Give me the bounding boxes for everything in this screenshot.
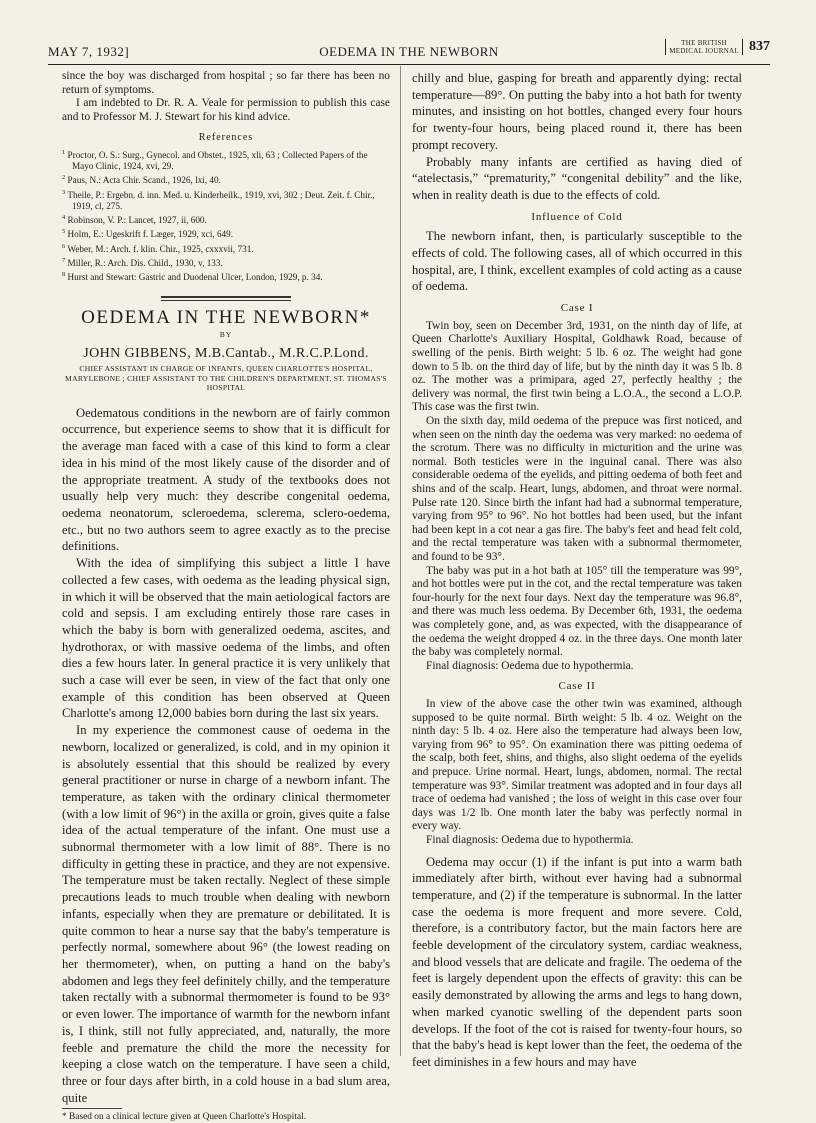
right-column [412, 70, 742, 1071]
case-paragraph: Twin boy, seen on December 3rd, 1931, on the ninth day of life, at Queen Charlotte's Auxiliary Hospital, Goldhawk Road, because of swelling of the penis. Birth weight: 5 lb. 6 oz. The weight had gone down to 5 lb. on the third day of life, but by the ninth day it was 5 lb. 8 oz. The mother was a primipara, aged 27, perfectly healthy ; the delivery was normal, the first twin being a L.O.A., the second a L.O.P. This case was the first twin. [412, 319, 742, 414]
paragraph: chilly and blue, gasping for breath and apparently dying: rectal temperature—89°. On putting the baby into a hot bath for twenty minutes, and insisting on hot bottles, changed every four hours for twenty-four hours, being placed round it, there has been prompt recovery. [412, 71, 742, 152]
acknowledgement: I am indebted to Dr. R. A. Veale for permission to publish this case and to Professor M. J. Stewart for his kind advice. [62, 97, 390, 123]
page-number: 837 [749, 39, 770, 54]
reference-list [62, 147, 390, 284]
page-header [48, 38, 770, 65]
final-diagnosis: Final diagnosis: Oedema due to hypothermia. [426, 659, 634, 672]
journal-block [665, 39, 770, 55]
left-column [62, 70, 390, 1123]
final-diagnosis: Final diagnosis: Oedema due to hypothermia. [426, 833, 634, 846]
paragraph: In my experience the commonest cause of oedema in the newborn, localized or generalized, is cold, and in my opinion it is absolutely essential that this should be realized by every general practitioner or nurse in charge of a newborn infant. The temperature, as taken with the ordinary clinical thermometer (with a low limit of 96°) in the axilla or groin, gives quite a false idea of the actual temperature of the infant. One must use a subnormal thermometer with a low limit of 88°. There is no difficulty in getting these in practice, and they are not expensive. The temperature must be taken rectally. Neglect of these simple precautions leads to much trouble when dealing with newborn infants, especially when they are premature or debilitated. It is quite common to hear a nurse say that the baby's temperature is perfectly normal, somewhere about 96° (the lowest reading on her thermometer), when, on putting a hand on the baby's abdomen and legs they feel definitely chilly, and the temperature taken rectally with a subnormal thermometer is found to be 93° or even lower. The importance of warmth for the newborn infant is, I think, still not fully appreciated, and, naturally, the more feeble and premature the child the more the necessity for keeping a close watch on the temperature. I have seen a child, three or four days after birth, in a cold house in a bad slum area, quite [62, 723, 390, 1105]
paragraph: The newborn infant, then, is particularly susceptible to the effects of cold. The following cases, all of which occurred in this hospital, are, I think, excellent examples of cold acting as a cause of oedema. [412, 229, 742, 294]
paragraph: Probably many infants are certified as having died of “atelectasis,” “prematurity,” “congenital debility” and the like, when in reality death is due to the effects of cold. [412, 154, 742, 202]
paragraph: Oedema may occur (1) if the infant is put into a warm bath immediately after birth, without ever having had a subnormal temperature, and (2) if the temperature is subnormal. In the latter case the oedema is more frequent and more severe. Cold, therefore, is a contributory factor, but the main factors here are feeble development of the circulatory system, cardiac weakness, and blood vessels that are delicate and fragile. The oedema of the feet is largely dependent upon the effects of gravity: this can be easily demonstrated by allowing the arms and legs to hang down, when marked cyanotic swelling of the dependent parts soon develops. If the foot of the cot is raised for twenty-four hours, so that the baby's head is kept lower than the feet, the oedema of the feet diminishes in a few hours and may have [412, 854, 742, 1069]
journal-name [665, 39, 743, 55]
footnote: * Based on a clinical lecture given at Queen Charlotte's Hospital. [62, 1112, 307, 1123]
case-paragraph: The baby was put in a hot bath at 105° till the temperature was 99°, and hot bottles were put in the cot, and the rectal temperature was taken four-hourly for the next four days. Next day the temperature was 96.8°, and there was much less oedema. By December 6th, 1931, the oedema was completely gone, and, as was expected, with the disappearance of the oedema the weight dropped 4 oz. in the three days. One month later the baby was completely normal. [412, 564, 742, 659]
journal-line-2: MEDICAL JOURNAL [669, 47, 739, 55]
case-heading: Case I [560, 302, 594, 315]
byline: BY [219, 330, 233, 340]
reference-item: $^1$ Proctor, O. S.: Surg., Gynecol. and Obstet., 1925, xli, 63 ; Collected Papers of the Mayo Clinic, 1924, xvi, 29. [62, 148, 368, 172]
reference-item: $^6$ Weber, M.: Arch. f. klin. Chir., 1925, cxxxvii, 731. [62, 242, 254, 254]
reference-item: $^8$ Hurst and Stewart: Gastric and Duodenal Ulcer, London, 1929, p. 34. [62, 271, 323, 283]
section-heading-influence-of-cold: Influence of Cold [531, 210, 623, 223]
issue-date: MAY 7, 1932] [48, 44, 130, 59]
case-heading: Case II [558, 680, 596, 693]
article-title: OEDEMA IN THE NEWBORN* [81, 306, 371, 328]
reference-item: $^7$ Miller, R.: Arch. Dis. Child., 1930, v, 133. [62, 256, 223, 269]
footnote-rule [62, 1108, 122, 1109]
case-paragraph: On the sixth day, mild oedema of the prepuce was first noticed, and when seen on the ninth day the oedema was very marked: no oedema of the scrotum. There was no difficulty in micturition and the urine was normal. Both testicles were in the inguinal canal. There was also considerable oedema of the eyelids, and pitting oedema of both feet and shins and of the scalp. Heart, lungs, abdomen, and throat were normal. Pulse rate 120. Since birth the infant had had a subnormal temperature, varying from 95° to 96°. No hot bottles had been used, but the infant had been kept in a cot near a gas fire. The baby's feet and head felt cold, and the rectal temperature was taken with a subnormal thermometer, and found to be 93°. [412, 415, 742, 563]
reference-item: $^4$ Robinson, V. P.: Lancet, 1927, ii, 600. [62, 214, 207, 226]
prior-article-end: since the boy was discharged from hospital ; so far there has been no return of symptoms. [62, 70, 390, 96]
reference-item: $^5$ Holm, E.: Ugeskrift f. Læger, 1929, xci, 649. [62, 228, 234, 240]
case-paragraph: In view of the above case the other twin was examined, although supposed to be quite normal. Birth weight: 5 lb. 4 oz. Weight on the ninth day: 5 lb. 4 oz. Here also the temperature had always been low, varying from 96° to 95°. On examination there was pitting oedema of the scalp, both feet, shins, and thighs, also slight oedema of the eyelids and prepuce. Urine normal. Heart, lungs, abdomen, normal. The rectal temperature was 93°. Similar treatment was adopted and in four days all trace of oedema had vanished ; the loss of weight in this case over four days was 1/2 lb. One month later the baby was perfectly normal in every way. [412, 697, 742, 833]
running-title: OEDEMA IN THE NEWBORN [319, 44, 499, 59]
paragraph: Oedematous conditions in the newborn are of fairly common occurrence, but experience seems to show that it is difficult for the average man faced with a case of this kind to form a clear idea in his mind of the most likely cause of the disorder and of the appropriate treatment. A study of the textbooks does not usually help very much: they describe congenital oedema, oedema neonatorum, scleroedema, sclerema, sclero-oedema, etc., but no two authors seem to agree exactly as to the precise definitions. [62, 405, 390, 554]
references-heading: References [198, 132, 254, 144]
author-affiliation: CHIEF ASSISTANT IN CHARGE OF INFANTS, QUEEN CHARLOTTE'S HOSPITAL, MARYLEBONE ; CHIEF ASSISTANT TO THE CHILDREN'S DEPARTMENT, ST. THOMAS'S HOSPITAL [65, 364, 387, 393]
reference-item: $^2$ Paus, N.: Acta Chir. Scand., 1926, lxi, 40. [62, 174, 221, 186]
column-divider [400, 66, 401, 1056]
section-divider [161, 296, 291, 301]
author-name: JOHN GIBBENS, M.B.Cantab., M.R.C.P.Lond. [83, 345, 369, 361]
journal-line-1: THE BRITISH [681, 39, 728, 47]
paragraph: With the idea of simplifying this subject a little I have collected a few cases, with oedema as the leading physical sign, in which it will be observed that the main aetiological factors are cold and sepsis. I am excluding entirely those rare cases in which the baby is born with generalized oedema, ascites, and hydrothorax, or with massive oedema of the limbs, and often dies a few hours later. In general practice it is very unlikely that such a case will ever be seen, in view of the fact that only one example of this condition has been observed at Queen Charlotte's among 12,000 babies born during the last six years. [62, 556, 390, 721]
reference-item: $^3$ Theile, P.: Ergebn. d. inn. Med. u. Kinderheilk., 1919, xvi, 302 ; Deut. Zeit. f. Chir., 1919, cl, 275. [62, 188, 375, 211]
